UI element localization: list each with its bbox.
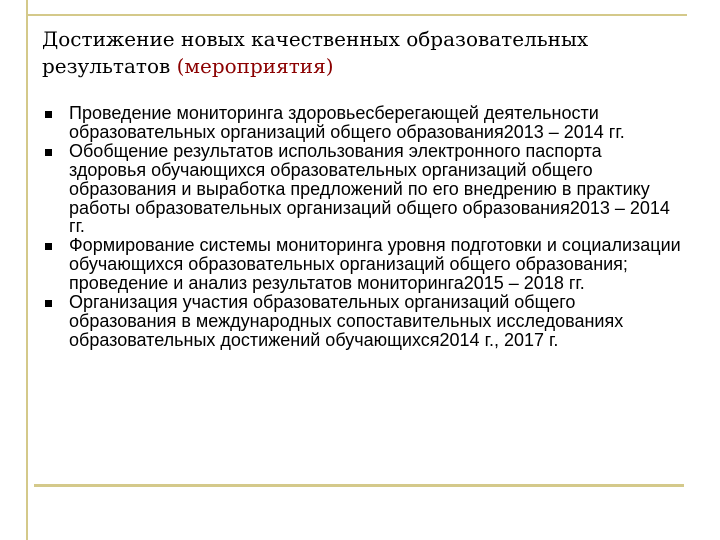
list-item-text: Обобщение результатов использования электронного паспорта здоровья обучающихся образовательных организаций общего образования и выработка предложений по его внедрению в практику работы образовательных организаций общего образования2013 – 2014 гг. xyxy=(69,140,670,237)
square-bullet-icon xyxy=(45,300,52,307)
list-item-text: Организация участия образовательных организаций общего образования в международных сопоставительных исследованиях образовательных достижений обучающихся2014 г., 2017 г. xyxy=(69,292,624,350)
square-bullet-icon xyxy=(45,149,52,156)
list-item xyxy=(42,236,682,293)
title-main-text: Достижение новых качественных образовательных результатов xyxy=(42,27,589,78)
list-item-text: Формирование системы мониторинга уровня подготовки и социализации обучающихся образовательных организаций общего образования; проведение и анализ результатов мониторинга2015 – 2018 гг. xyxy=(69,235,681,294)
square-bullet-icon xyxy=(45,111,52,118)
square-bullet-icon xyxy=(45,243,52,250)
list-item xyxy=(42,142,682,237)
list-item-text: Проведение мониторинга здоровьесберегающей деятельности образовательных организаций общего образования2013 – 2014 гг. xyxy=(69,103,625,142)
slide-title xyxy=(42,26,682,80)
list-item xyxy=(42,104,682,142)
list-item xyxy=(42,293,682,350)
bullet-list xyxy=(42,104,682,350)
title-highlight-text: (мероприятия) xyxy=(176,54,334,78)
bottom-accent-line xyxy=(34,484,684,487)
left-accent-line xyxy=(26,0,28,540)
top-accent-line xyxy=(27,14,687,16)
